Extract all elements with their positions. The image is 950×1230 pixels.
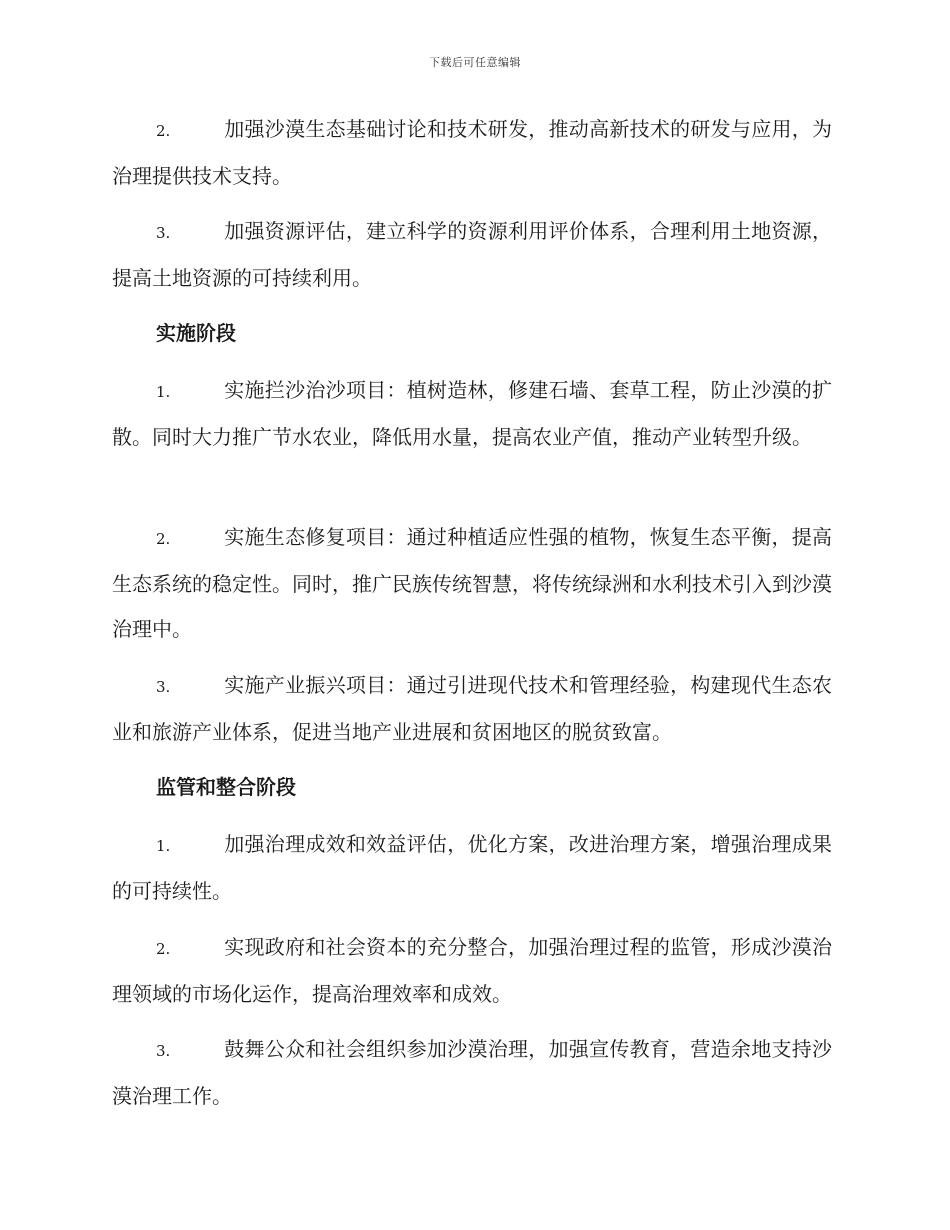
list-item [112, 209, 832, 301]
item-text: 加强沙漠生态基础讨论和技术研发，推动高新技术的研发与应用，为治理提供技术支持。 [112, 117, 832, 188]
list-item [112, 822, 832, 914]
section-heading: 监管和整合阶段 [156, 775, 296, 799]
list-item [112, 663, 832, 755]
list-item [112, 925, 832, 1017]
list-item [112, 368, 832, 460]
item-text: 实施生态修复项目：通过种植适应性强的植物，恢复生态平衡，提高生态系统的稳定性。同时，推广民族传统智慧，将传统绿洲和水利技术引入到沙漠治理中。 [112, 525, 832, 641]
list-item [112, 107, 832, 199]
item-text: 实现政府和社会资本的充分整合，加强治理过程的监管，形成沙漠治理领域的市场化运作，提高治理效率和成效。 [112, 935, 832, 1006]
item-number: 2. [156, 940, 171, 958]
item-number: 3. [156, 1042, 171, 1060]
item-number: 3. [156, 224, 171, 242]
item-text: 实施产业振兴项目：通过引进现代技术和管理经验，构建现代生态农业和旅游产业体系，促进当地产业进展和贫困地区的脱贫致富。 [112, 673, 832, 744]
page-header: 下载后可任意编辑 [429, 56, 521, 69]
item-text: 实施拦沙治沙项目：植树造林，修建石墙、套草工程，防止沙漠的扩散。同时大力推广节水农业，降低用水量，提高农业产值，推动产业转型升级。 [112, 378, 832, 449]
item-number: 1. [156, 837, 171, 855]
item-text: 加强治理成效和效益评估，优化方案，改进治理方案，增强治理成果的可持续性。 [112, 832, 832, 903]
item-number: 2. [156, 122, 171, 140]
item-text: 加强资源评估，建立科学的资源利用评价体系，合理利用土地资源，提高土地资源的可持续利用。 [112, 219, 832, 290]
item-number: 2. [156, 530, 171, 548]
item-number: 1. [156, 383, 171, 401]
list-item [112, 1027, 832, 1119]
item-text: 鼓舞公众和社会组织参加沙漠治理，加强宣传教育，营造余地支持沙漠治理工作。 [112, 1037, 832, 1108]
item-number: 3. [156, 678, 171, 696]
section-heading: 实施阶段 [156, 321, 236, 345]
list-item [112, 515, 832, 652]
